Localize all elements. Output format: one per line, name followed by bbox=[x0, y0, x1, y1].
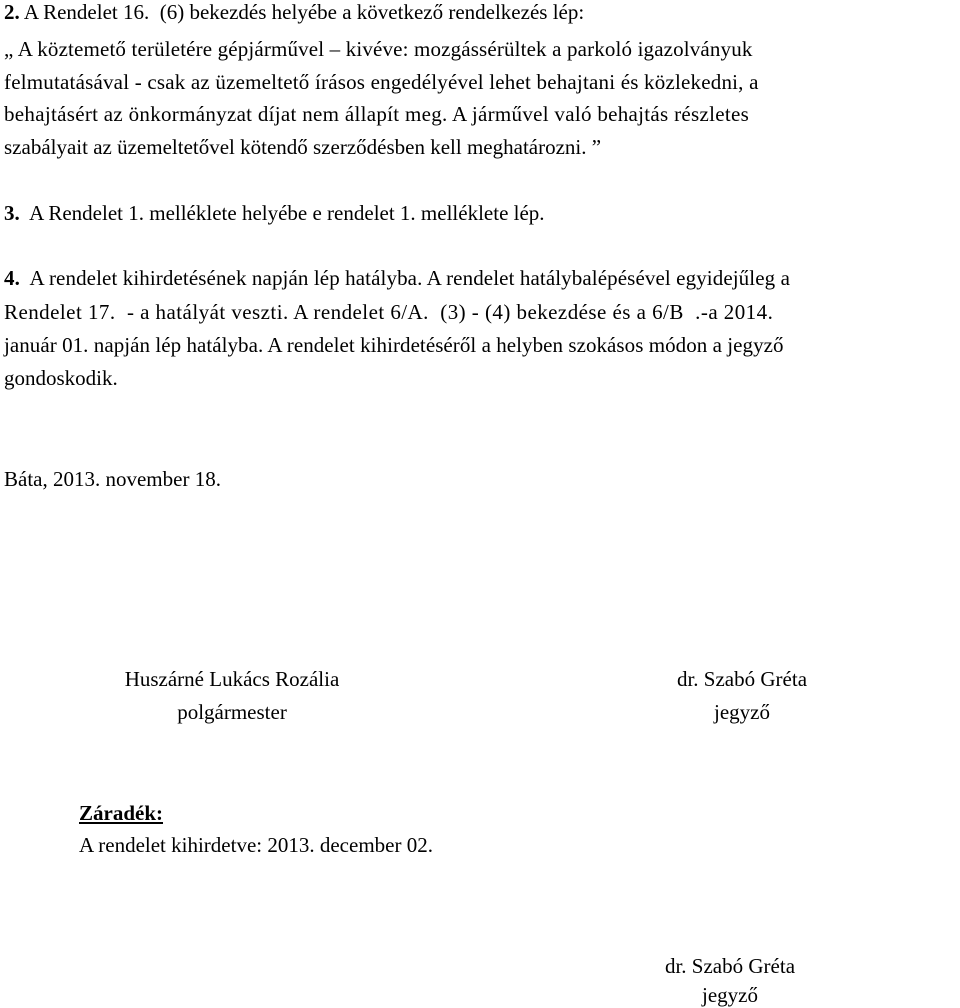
notary-title: jegyző bbox=[714, 700, 770, 724]
section-2-quote-line-3: behajtásért az önkormányzat díjat nem állapít meg. A járművel való behajtás részletes bbox=[4, 102, 750, 126]
section-3-number: 3. bbox=[4, 201, 20, 225]
clause-heading: Záradék: bbox=[79, 801, 163, 825]
section-2-intro: A Rendelet 16. (6) bekezdés helyébe a következő rendelkezés lép: bbox=[19, 0, 585, 24]
section-2-heading bbox=[4, 2, 584, 23]
section-3 bbox=[4, 203, 545, 224]
signature-left bbox=[102, 669, 362, 723]
section-4-text-1: A rendelet kihirdetésének napján lép hatályba. A rendelet hatálybalépésével egyidejűleg a bbox=[19, 266, 791, 290]
signature-right bbox=[652, 669, 832, 723]
final-notary-name: dr. Szabó Gréta bbox=[664, 954, 796, 978]
clause-text: A rendelet kihirdetve: 2013. december 02. bbox=[79, 833, 433, 857]
section-3-text: A Rendelet 1. melléklete helyébe e rendelet 1. melléklete lép. bbox=[19, 201, 545, 225]
section-2-quote-line-1: „ A köztemető területére gépjárművel – kivéve: mozgássérültek a parkoló igazolványuk bbox=[4, 37, 753, 61]
mayor-name: Huszárné Lukács Rozália bbox=[124, 667, 340, 691]
final-signature bbox=[640, 956, 820, 1006]
final-notary-title: jegyző bbox=[702, 983, 758, 1007]
section-2-quote-line-4: szabályait az üzemeltetővel kötendő szerződésben kell meghatározni. ” bbox=[4, 135, 602, 159]
section-4-number: 4. bbox=[4, 266, 20, 290]
notary-name: dr. Szabó Gréta bbox=[676, 667, 808, 691]
mayor-title: polgármester bbox=[177, 700, 287, 724]
section-4-line-1 bbox=[4, 268, 790, 289]
section-4-line-3: január 01. napján lép hatályba. A rendelet kihirdetéséről a helyben szokásos módon a jegyző bbox=[4, 333, 784, 357]
place-date: Báta, 2013. november 18. bbox=[4, 467, 221, 491]
section-4-line-4: gondoskodik. bbox=[4, 366, 118, 390]
section-2-quote-line-2: felmutatásával - csak az üzemeltető írásos engedélyével lehet behajtani és közlekedni, a bbox=[4, 70, 759, 94]
section-2-number: 2. bbox=[4, 0, 20, 24]
section-4-line-2: Rendelet 17. - a hatályát veszti. A rendelet 6/A. (3) - (4) bekezdése és a 6/B .-a 2014. bbox=[4, 300, 774, 324]
